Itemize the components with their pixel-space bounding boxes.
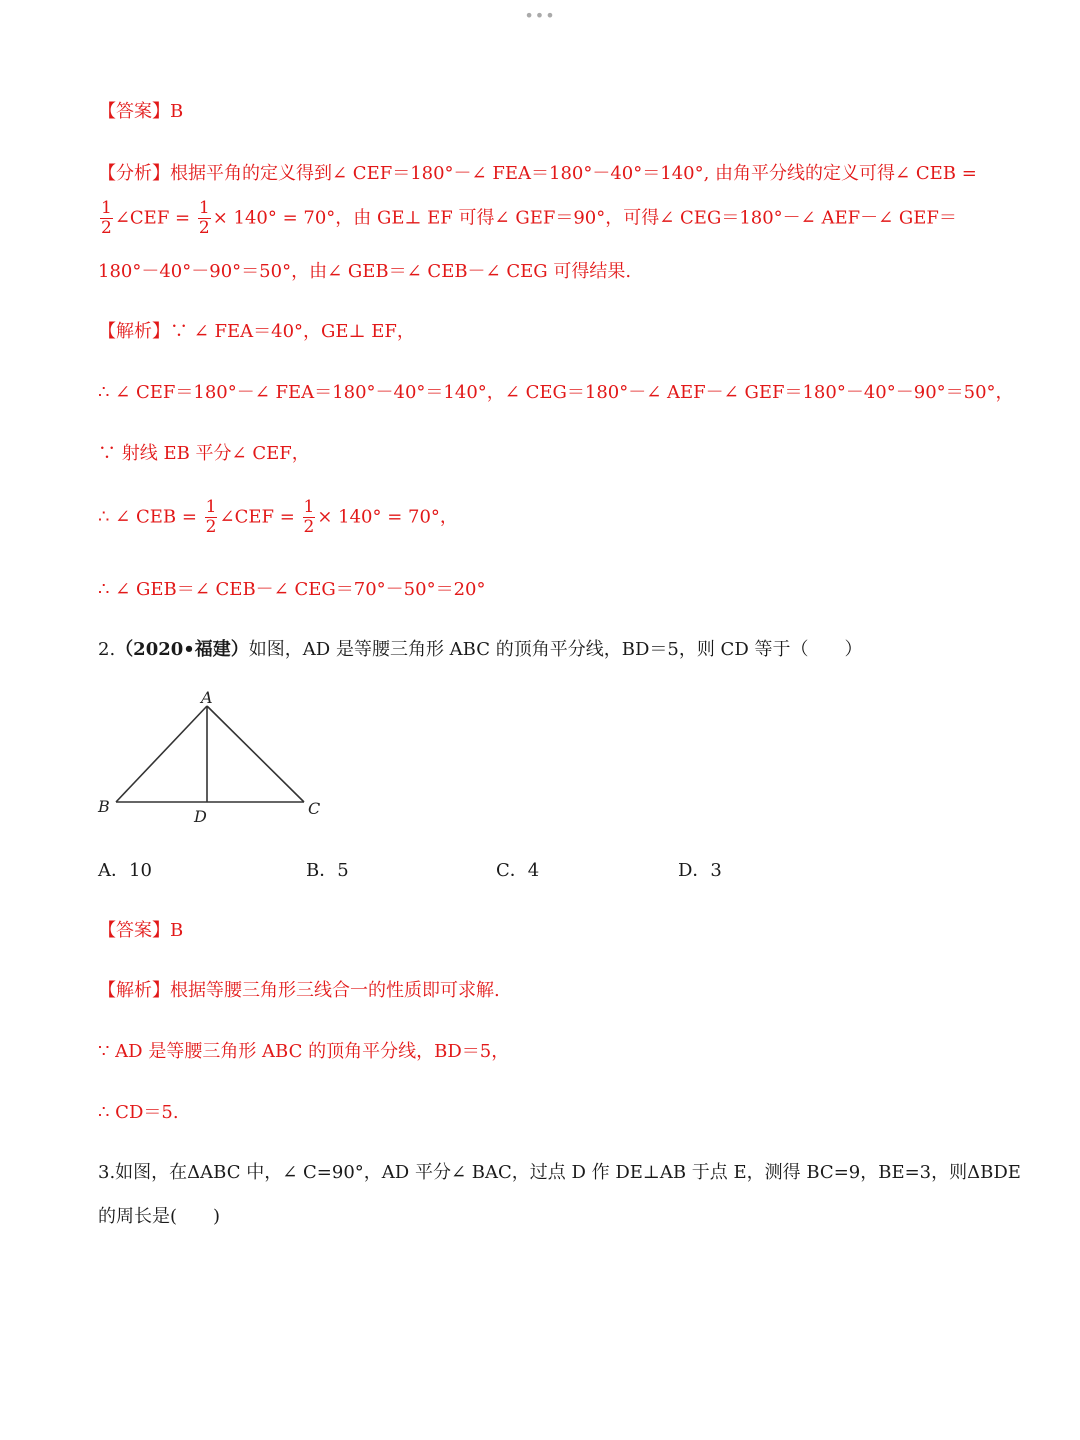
q2-stem: 2.（2020•福建）如图，AD 是等腰三角形 ABC 的顶角平分线，BD＝5，则 CD 等于（ ）: [98, 639, 863, 660]
vertex-label-a: A: [201, 688, 213, 707]
vertex-label-b: B: [98, 797, 110, 816]
q1-analysis-line-3: 180°－40°－90°＝50°，由∠ GEB＝∠ CEB－∠ CEG 可得结果.: [98, 261, 632, 282]
q3-stem-line-1: 3.如图，在ΔABC 中，∠ C=90°，AD 平分∠ BAC，过点 D 作 DE⊥AB 于点 E，测得 BC=9，BE=3，则ΔBDE: [98, 1162, 1021, 1183]
window-menu-dots[interactable]: •••: [524, 6, 556, 25]
q1-solution-line-3: ∵ 射线 EB 平分∠ CEF，: [98, 443, 310, 464]
q2-option-a[interactable]: A．10: [98, 860, 152, 881]
q1-solution-line-5: ∴ ∠ GEB＝∠ CEB－∠ CEG＝70°－50°＝20°: [98, 579, 486, 600]
q1-solution-line-4: ∴ ∠ CEB = $\frac{1}{2}$ ∠CEF = $\frac{1}{2}$ × 140° = 70°，: [98, 497, 458, 537]
fraction-half: $\frac{1}{2}$: [198, 198, 210, 238]
q2-option-b[interactable]: B．5: [306, 860, 349, 881]
q1-solution-line-1: 【解析】∵ ∠ FEA＝40°，GE⊥ EF，: [98, 321, 415, 342]
vertex-label-c: C: [308, 799, 321, 818]
fraction-half: $\frac{1}{2}$: [101, 198, 112, 238]
q1-analysis-line-2: $\frac{1}{2}$ ∠CEF = $\frac{1}{2}$ × 140° = 70°，由 GE⊥ EF 可得∠ GEF＝90°，可得∠ CEG＝180°－∠ AEF－∠ GEF＝: [101, 198, 957, 238]
q1-solution-line-2: ∴ ∠ CEF＝180°－∠ FEA＝180°－40°＝140°，∠ CEG＝180°－∠ AEF－∠ GEF＝180°－40°－90°＝50°，: [98, 382, 1014, 403]
vertex-label-d: D: [194, 807, 207, 824]
q2-solution-line-1: 【解析】根据等腰三角形三线合一的性质即可求解.: [98, 980, 500, 1001]
triangle-figure: [94, 684, 334, 824]
q2-source: （2020•福建）: [115, 639, 249, 660]
q2-solution-line-2: ∵ AD 是等腰三角形 ABC 的顶角平分线，BD＝5，: [98, 1041, 510, 1062]
q2-solution-line-3: ∴ CD＝5.: [98, 1102, 179, 1123]
q1-analysis-line-1: 【分析】根据平角的定义得到∠ CEF＝180°－∠ FEA＝180°－40°＝140°, 由角平分线的定义可得∠ CEB =: [98, 163, 977, 184]
q1-answer: 【答案】B: [98, 101, 184, 122]
fraction-half: $\frac{1}{2}$: [205, 497, 217, 537]
q2-option-d[interactable]: D．3: [678, 860, 722, 881]
q3-stem-line-2: 的周长是( ): [98, 1206, 221, 1227]
q2-answer: 【答案】B: [98, 920, 184, 941]
q2-option-c[interactable]: C．4: [496, 860, 540, 881]
fraction-half: $\frac{1}{2}$: [303, 497, 315, 537]
